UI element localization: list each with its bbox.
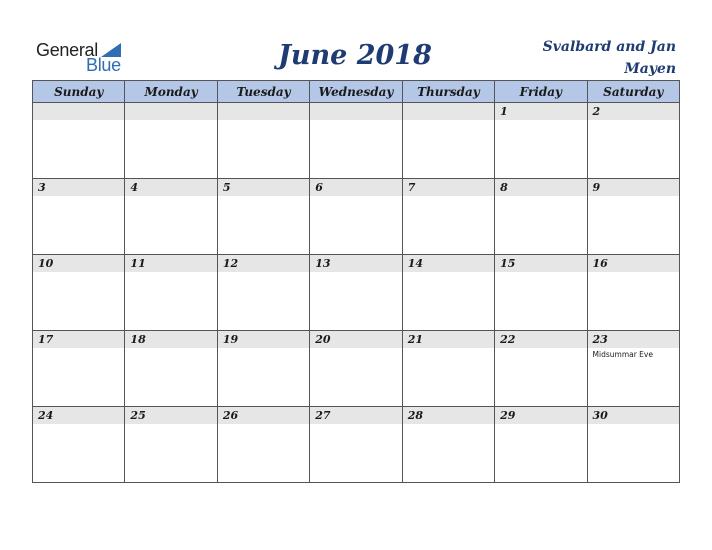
- week-row: [33, 179, 680, 255]
- weekday-header: Thursday: [402, 81, 494, 103]
- day-number: 26: [218, 407, 309, 424]
- day-number: 13: [310, 255, 401, 272]
- day-number: 10: [33, 255, 124, 272]
- day-cell: [495, 255, 587, 331]
- day-cell: [33, 103, 125, 179]
- day-cell: [125, 255, 217, 331]
- weekday-header: Wednesday: [310, 81, 402, 103]
- day-number: 14: [403, 255, 494, 272]
- day-number: [33, 103, 124, 120]
- day-number: 17: [33, 331, 124, 348]
- day-number: 30: [588, 407, 679, 424]
- day-cell: [587, 255, 679, 331]
- week-row: [33, 103, 680, 179]
- day-cell: [587, 179, 679, 255]
- day-cell: [402, 179, 494, 255]
- day-cell: [125, 331, 217, 407]
- day-number: [125, 103, 216, 120]
- day-cell: [402, 331, 494, 407]
- day-cell: [402, 407, 494, 483]
- week-row: [33, 331, 680, 407]
- day-cell: [217, 331, 309, 407]
- day-number: 1: [495, 103, 586, 120]
- day-cell: [402, 255, 494, 331]
- day-cell: [217, 407, 309, 483]
- day-number: 23: [588, 331, 679, 348]
- day-cell: [217, 179, 309, 255]
- day-number: 9: [588, 179, 679, 196]
- day-number: 3: [33, 179, 124, 196]
- calendar-title: June 2018: [278, 40, 432, 71]
- day-number: 12: [218, 255, 309, 272]
- day-cell: [310, 179, 402, 255]
- day-cell: [402, 103, 494, 179]
- day-cell: [310, 331, 402, 407]
- day-number: 4: [125, 179, 216, 196]
- weekday-header: Sunday: [33, 81, 125, 103]
- day-cell: [495, 179, 587, 255]
- day-cell: [33, 331, 125, 407]
- day-number: [218, 103, 309, 120]
- day-number: 29: [495, 407, 586, 424]
- day-cell: [310, 103, 402, 179]
- weekday-header: Tuesday: [217, 81, 309, 103]
- day-cell: [587, 103, 679, 179]
- day-number: 11: [125, 255, 216, 272]
- day-number: 19: [218, 331, 309, 348]
- weekday-header: Monday: [125, 81, 217, 103]
- day-number: 15: [495, 255, 586, 272]
- logo-text-blue: Blue: [86, 55, 121, 75]
- holiday-label: Midsummar Eve: [592, 350, 653, 359]
- day-number: [310, 103, 401, 120]
- weekday-header-row: [33, 81, 680, 103]
- day-cell: [310, 255, 402, 331]
- day-cell: [310, 407, 402, 483]
- day-number: 2: [588, 103, 679, 120]
- day-number: 25: [125, 407, 216, 424]
- day-cell: [33, 255, 125, 331]
- day-cell: [495, 103, 587, 179]
- day-number: 20: [310, 331, 401, 348]
- day-number: 5: [218, 179, 309, 196]
- day-cell: [33, 407, 125, 483]
- region-name: Svalbard and Jan Mayen: [542, 39, 676, 77]
- day-cell: [125, 179, 217, 255]
- day-cell: [495, 331, 587, 407]
- generalblue-logo: [36, 40, 136, 76]
- day-number: 28: [403, 407, 494, 424]
- day-number: 22: [495, 331, 586, 348]
- day-number: 24: [33, 407, 124, 424]
- weekday-header: Saturday: [587, 81, 679, 103]
- day-number: 8: [495, 179, 586, 196]
- logo-text-general: General: [36, 40, 98, 60]
- week-row: [33, 255, 680, 331]
- day-number: 27: [310, 407, 401, 424]
- calendar-grid: [32, 80, 680, 483]
- day-number: 18: [125, 331, 216, 348]
- day-number: 16: [588, 255, 679, 272]
- day-number: [403, 103, 494, 120]
- day-number: 7: [403, 179, 494, 196]
- day-number: 6: [310, 179, 401, 196]
- day-cell: [217, 255, 309, 331]
- day-cell: [587, 331, 679, 407]
- week-row: [33, 407, 680, 483]
- day-cell: [125, 407, 217, 483]
- day-cell: [125, 103, 217, 179]
- day-cell: [495, 407, 587, 483]
- day-cell: [587, 407, 679, 483]
- weekday-header: Friday: [495, 81, 587, 103]
- day-cell: [217, 103, 309, 179]
- day-cell: [33, 179, 125, 255]
- day-number: 21: [403, 331, 494, 348]
